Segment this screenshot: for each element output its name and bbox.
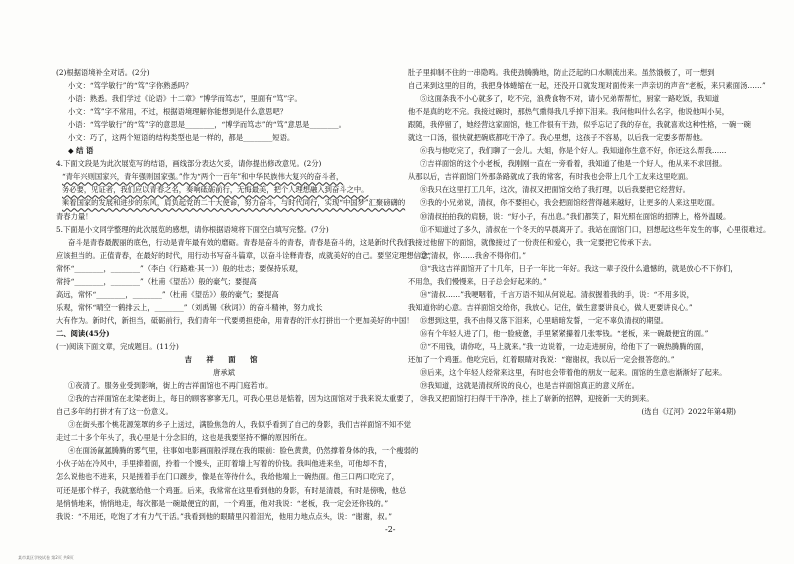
right-text-line: ⑧我只在这里打工几年，这次，清叔又把面馆交给了我打理，以后我要把它经营好。 bbox=[420, 185, 690, 195]
left-text-line: 怎么说他也不进来，只是搓着手在门口踱步，像是在等待什么，我给他端上一碗热面。他三口两口吃完了， bbox=[56, 472, 399, 482]
left-text-line: 奋斗是青春最靓丽的底色，行动是青年最有效的磨砺。青春是奋斗的青春，青春是奋斗的，这是新时代我们 bbox=[68, 237, 411, 247]
left-text-line: 常持“________，________”（杜甫《望岳》）般的豪气；要提高 bbox=[56, 276, 257, 286]
left-text-line: 走过二十多个年头了，我心里是十分念旧的，这也是我要坚持不懈的原因所在。 bbox=[56, 433, 312, 443]
left-text-line: 常怀“________，________”（李白《行路难·其一》）般的壮志；要保持乐观， bbox=[56, 263, 303, 273]
right-text-line: ⑤这面条我不小心就多了，吃不完，浪费食物不对，请小兄弟帮帮忙，厨家一路吃饭，我知道 bbox=[420, 94, 720, 104]
right-text-line: 从那以后，吉祥面馆门外那条路就成了我的常客，有时我也会带上几个工友来这里吃面。 bbox=[408, 172, 693, 182]
left-text-line: 吉 祥 面 馆 bbox=[184, 355, 264, 365]
left-text-line: 小文：“笃学敏行”的“笃”字你熟悉吗？ bbox=[68, 81, 193, 91]
left-text-line: ①夜清了。服务业受到影响，街上的吉祥面馆也不再门庭若市。 bbox=[68, 381, 273, 391]
left-text-line: 务必要，见证者，我们应以青春之名，奏响砥砺前行，无悔最美，把个人理想融入到奋斗之中。 bbox=[62, 185, 369, 195]
right-text-line: ⑪不知道过了多久，清叔在一个冬天的早晨离开了。我站在面馆门口，回想起这些年发生的事，心里很难过。 bbox=[420, 224, 771, 234]
right-text-line: 我知道你的心意。吉祥面馆交给你，我放心。记住，做生意要讲良心，做人更要讲良心。” bbox=[408, 302, 693, 312]
right-text-line: ⑭“清叔……”我哽咽着，千言万语不知从何说起。清叔握着我的手，说：“不用多说， bbox=[420, 289, 694, 299]
left-text-line: 小语：熟悉。我们学过《论语》十二章》“博学而笃志”，里面有“笃”字。 bbox=[68, 94, 302, 104]
left-column bbox=[56, 66, 436, 523]
right-text-line: 跟随，我停留了，她经营这家面馆，他工作很有干劲，似乎忘记了我的存在，我就喜欢这种性格，一碗一碗 bbox=[408, 120, 751, 130]
left-text-line: 自己多年的打拼才有了这一份意义。 bbox=[56, 407, 173, 417]
right-text-line: 他不是真的吃不完。我接过碗时，那热气熏得我几乎掉下泪来。我问他叫什么名字，他说他叫小吴， bbox=[408, 107, 730, 117]
right-column bbox=[408, 66, 771, 418]
right-text-line: ⑨我的小兄弟说，清叔，你不要担心，我会把面馆经营得越来越好，让更多的人来这里吃面。 bbox=[420, 198, 720, 208]
right-text-line: ⑮想到这里，我不由得又落下泪来，心里暗暗发誓，一定不辜负清叔的期望。 bbox=[420, 315, 669, 325]
right-text-line: ⑱后来，这个年轻人经常来这里，有时也会带着他的朋友一起来。面馆的生意也渐渐好了起来。 bbox=[420, 368, 727, 378]
right-text-line: ⑲我知道，这就是清叔所说的良心，也是吉祥面馆真正的意义所在。 bbox=[420, 381, 639, 391]
left-text-line: 二、阅读(45分) bbox=[56, 328, 110, 338]
right-text-line: ⑥我与他吃完了，我们聊了一会儿。大姐，你是个好人。我知道你生意不好，你还这么帮我…… bbox=[420, 146, 727, 156]
left-text-line: 青春力量！ bbox=[56, 211, 93, 221]
left-text-line: 小文：“笃”字不常用，不过，根据语境理解你能想到是什么意思吧？ bbox=[68, 107, 288, 117]
footer-note: 某市某区学校试卷 第2页 共8页 bbox=[18, 555, 74, 560]
left-text-line: 小文：巧了，这两个短语的结构类型也是一样的，都是________短语。 bbox=[68, 133, 295, 143]
left-text-line: 小语：“笃学敏行”的“笃”字的意思是________，“博学而笃志”的“笃”意思是________。 bbox=[68, 120, 346, 130]
left-text-line: 4.下面文段是为此次展览写的结语，画线部分表达欠妥，请你提出修改意见。(2分) bbox=[56, 159, 322, 169]
left-text-line: ②我的吉祥面馆在北梁老街上，每日的顾客寥寥无几，可我心里总是惦着，因为这面馆对于我来说太重要了， bbox=[68, 394, 419, 404]
right-text-line: ⑩清叔拍拍我的肩膀，说：“好小子，有出息。”我们都笑了，阳光照在面馆的招牌上，格外温暖。 bbox=[420, 211, 731, 221]
right-text-line: ⑦吉祥面馆的这个小老板，我刚刚一直在一旁看着，我知道了他是一个好人，他从来不求回报。 bbox=[420, 159, 727, 169]
right-text-line: ⑫“清叔，你……我舍不得你们。” bbox=[420, 250, 526, 260]
left-text-line: (一)阅读下面文章，完成题目。(11分) bbox=[56, 341, 179, 351]
left-text-line: 小伙子站在冷风中，手里捧着面，拎着一个馒头，正盯着墙上写着的价钱。我叫他进来坐，可他却不肯， bbox=[56, 459, 392, 469]
right-text-line: 自己来到这里的目的，我把身体蜷缩在一起，还没开口就发现对面传来一声亲切的声音“老板，来只素面汤……” bbox=[408, 81, 766, 91]
left-text-line: “青年兴则国家兴，青年强则国家强。”作为“两个一百年”和中华民族伟大复兴的奋斗者， bbox=[62, 172, 344, 182]
left-text-line: 5.下面是小文同学整理的此次展览的感想，请你根据语境将下面空白填写完整。(7分) bbox=[56, 224, 329, 234]
right-text-line: (选自《辽河》2022年第4期) bbox=[641, 407, 736, 417]
left-text-line: 我说：“不用还，吃饱了才有力气干活。”我看到他的眼睛里闪着泪光，他用力地点点头，说：“谢谢，叔。” bbox=[56, 511, 392, 521]
right-text-line: ⑬“我这吉祥面馆开了十几年，日子一年比一年好。我这一辈子没什么遗憾的，就是放心不下你们， bbox=[420, 263, 738, 273]
right-text-line: 还加了一个鸡蛋。他吃完后，红着眼睛对我说：“谢谢叔，我以后一定会报答您的。” bbox=[408, 355, 675, 365]
left-text-line: 大有作为。新时代，新担当，砥砺前行，我们青年一代要勇担使命，用青春的汗水打拼出一个更加美好的中国！ bbox=[56, 315, 414, 325]
right-text-line: ⑳我又把面馆打扫得干干净净，挂上了崭新的招牌，迎接新一天的到来。 bbox=[420, 394, 654, 404]
right-text-line: ⑰“不用钱，请你吃，马上就来。”我一边说着，一边走进厨房，给他下了一碗热腾腾的面， bbox=[420, 341, 709, 351]
left-text-line: 应该担当的。正值青春，在最好的时代，用行动书写奋斗篇章，以奋斗诠释青春，成就美好的自己。要坚定理想信念， bbox=[56, 250, 436, 260]
left-text-line: 唐承斌 bbox=[213, 368, 235, 378]
right-text-line: 不用急，我们慢慢来，日子总会好起来的。” bbox=[408, 276, 547, 286]
left-text-line: 乘着国家的发展和进步的东风，肩负起党的二十大使命，努力奋斗，与时代同行，实现“中国梦”汇聚磅礴的 bbox=[62, 198, 406, 208]
right-text-line: ⑯有个年轻人进了门，他一脸疲惫，手里紧紧攥着几张零钱。“老板，来一碗最便宜的面。” bbox=[420, 328, 709, 338]
right-text-line: 我接过他留下的面馆，就像接过了一份责任和爱心，我一定要把它传承下去。 bbox=[408, 237, 657, 247]
left-text-line: 乐观，常怀“晴空一鹤排云上，________”（刘禹锡《秋词》）的奋斗精神，努力成长 bbox=[56, 302, 323, 312]
left-text-line: ③在街头那个桃花源笼罩的乡子上送过，满脸焦急的人，我似乎看到了自己的身影，我们吉祥面馆不知不觉 bbox=[68, 420, 411, 430]
left-text-line: 高远，常怀“________，________”（杜甫《望岳》）般的豪气；要提高 bbox=[56, 289, 279, 299]
left-text-line: 可还是那个样子，我就塞给他一个鸡蛋。后来，我常常在这里看到他的身影，有时是清晨，有时是傍晚，他总 bbox=[56, 485, 407, 495]
left-text-line: 是悄悄地来，悄悄地走，每次都是一碗最便宜的面，一个鸡蛋，他对我说：“老板，我一定会还你钱的。” bbox=[56, 498, 389, 508]
right-text-line: 肚子里抑制不住的一串隐鸣。我使劲腾腾地，防止泛起的口水顺流出来。虽然饿极了，可一想到 bbox=[408, 68, 715, 77]
right-text-line: 就这一口汤，很快就把碗底都吃干净了。我心里想，这孩子不容易，以后我一定要多帮帮他。 bbox=[408, 133, 708, 143]
left-text-line: ④在面汤氤氲腾腾的雾气里，往事如电影画面般浮现在我的眼前：脸色黄黄，仍然撑着身体的我，一个瘦弱的 bbox=[68, 446, 419, 456]
left-text-line: ◆ 结 语 bbox=[68, 146, 94, 156]
page-number: -2- bbox=[385, 525, 396, 534]
left-text-line: (2)根据语境补全对话。(2分) bbox=[56, 68, 150, 77]
